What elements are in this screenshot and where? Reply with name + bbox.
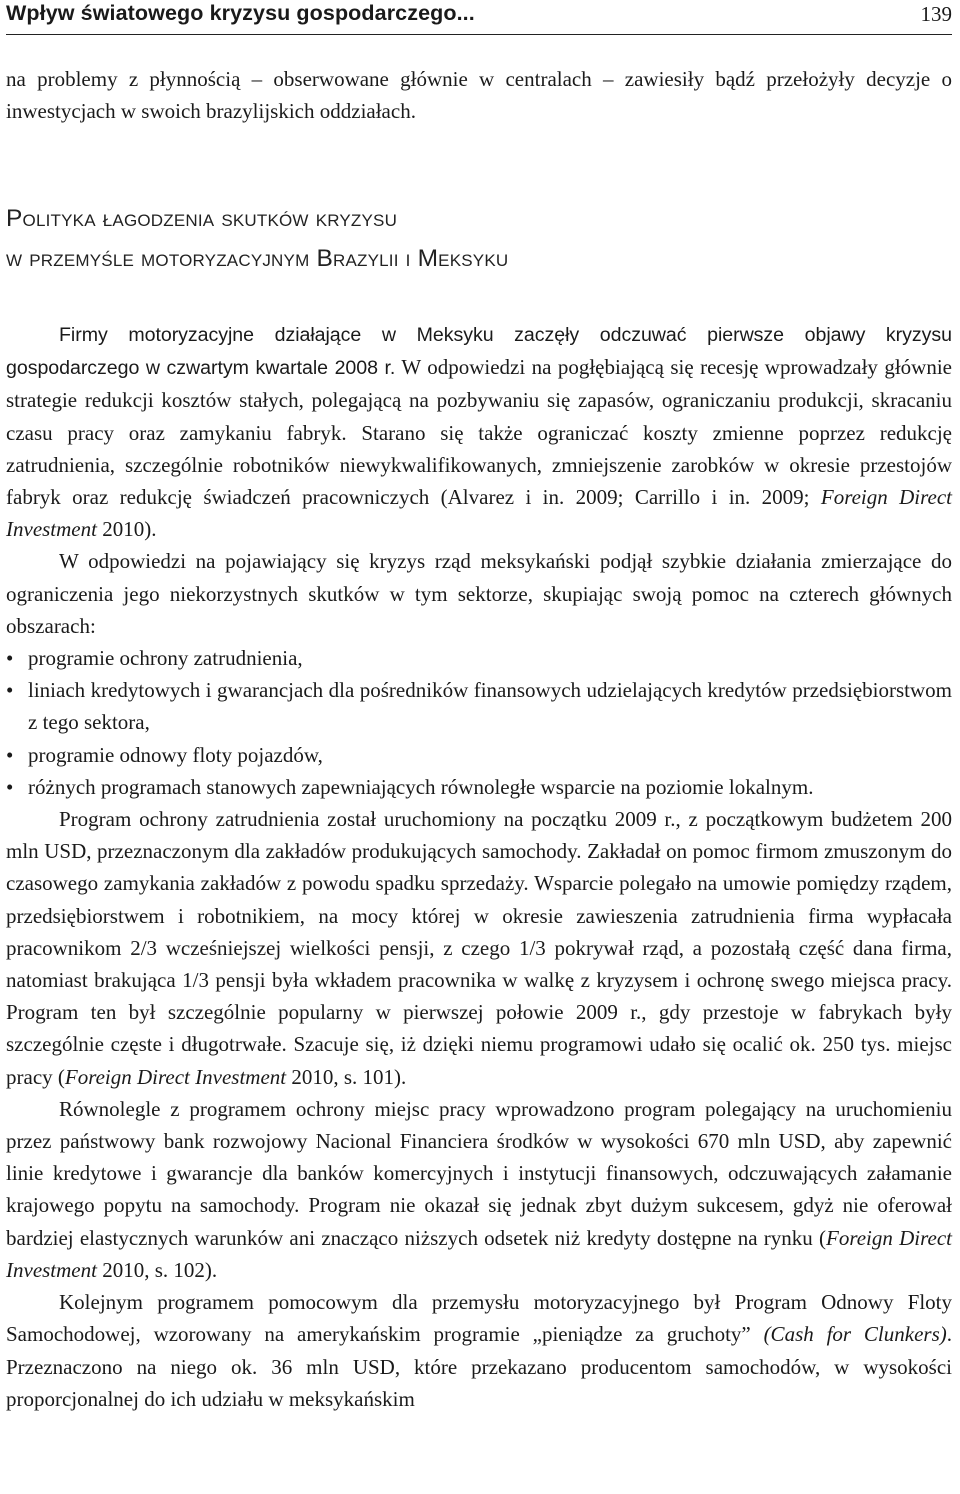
paragraph-4-tail: 2010, s. 102). <box>96 1257 218 1282</box>
paragraph-5-tail: . Przeznaczono na niego ok. 36 mln USD, które przekazano producentom samochodów, w wysokości proporcjonalnej do ich udziału w meksykańskim <box>6 1322 952 1411</box>
citation-italic: Foreign Direct Investment <box>64 1064 287 1089</box>
paragraph-5-text: Kolejnym programem pomocowym dla przemysłu motoryzacyjnego był Program Odnowy Floty Samochodowej, wzorowany na amerykańskim programie „pieniądze za gruchoty” <box>6 1290 952 1347</box>
paragraph-1-text: W odpowiedzi na pogłębiającą się recesję wprowadzały głównie strategie redukcji kosztów stałych, polegającą na pozbywaniu się zapasów, ograniczaniu produkcji, skracaniu czasu pracy oraz zamykaniu fabryk. Starano się także ograniczać koszty zmienne poprzez redukcję zatrudnienia, szczególnie robotników niewykwalifikowanych, zmniejszenie zarobków w okresie przestojów fabryk oraz redukcję świadczeń pracowniczych (Alvarez i in. 2009; Carrillo i in. 2009; <box>6 355 952 510</box>
bullet-text: różnych programach stanowych zapewniających równoległe wsparcie na poziomie lokalnym. <box>28 774 814 799</box>
page-number: 139 <box>920 2 952 26</box>
section-heading-line-1: Polityka łagodzenia skutków kryzysu <box>6 205 398 232</box>
paragraph-5 <box>6 1286 952 1415</box>
bullet-icon: • <box>6 742 14 767</box>
paragraph-1-sans-lead: Firmy motoryzacyjne działające w Meksyku zaczęły odczuwać pierwsze objawy kryzysu gospodarczego w czwartym kwartale 2008 r. <box>6 324 952 380</box>
paragraph-continued: na problemy z płynnością – obserwowane głównie w centralach – zawiesiły bądź przełożyły decyzje o inwestycjach w swoich brazylijskich oddziałach. <box>6 67 952 124</box>
bullet-icon: • <box>6 646 14 671</box>
bullet-list <box>6 642 952 803</box>
paragraph-1 <box>6 318 952 545</box>
program-name-italic: (Cash for Clunkers) <box>763 1322 947 1347</box>
bullet-icon: • <box>6 774 14 799</box>
bullet-item <box>6 739 952 771</box>
running-title: Wpływ światowego kryzysu gospodarczego... <box>6 1 475 25</box>
bullet-item <box>6 674 952 738</box>
bullet-item <box>6 642 952 674</box>
paragraph-3-tail: 2010, s. 101). <box>286 1064 407 1089</box>
bullet-item <box>6 771 952 803</box>
paragraph-3-text: Program ochrony zatrudnienia został uruchomiony na początku 2009 r., z początkowym budżetem 200 mln USD, przeznaczonym dla zakładów produkujących samochody. Zakładał on pomoc firmom zmuszonym do czasowego zamykania zakładów z powodu spadku sprzedaży. Wsparcie polegało na umowie pomiędzy rządem, przedsiębiorstwem i robotnikiem, na mocy której w okresie zawieszenia zatrudnienia firma wypłacała pracownikom 2/3 wcześniejszej wielkości pensji, z czego 1/3 pokrywał rząd, a pozostałą część dana firma, natomiast brakująca 1/3 pensji była wkładem pracownika w walkę z kryzysem i ochronę swego miejsca pracy. Program ten był szczególnie popularny w pierwszej połowie 2009 r., gdy przestoje w fabrykach były szczególnie częste i długotrwałe. Szacuje się, iż dzięki niemu programowi udało się ocalić ok. 250 tys. miejsc pracy ( <box>6 807 952 1089</box>
paragraph-4-text: Równolegle z programem ochrony miejsc pracy wprowadzono program polegający na uruchomieniu przez państwowy bank rozwojowy Nacional Financiera środków w wysokości 670 mln USD, aby zapewnić linie kredytowe i gwarancje dla banków komercyjnych i instytucji finansowych, odczuwających załamanie krajowego popytu na samochody. Program nie okazał się jednak zbyt dużym sukcesem, gdyż nie oferował bardziej elastycznych warunków ani znacząco niższych odsetek niż kredyty dostępne na rynku ( <box>6 1096 952 1250</box>
body-text <box>6 318 952 1415</box>
section-heading-line-2: w przemyśle motoryzacyjnym Brazylii i Meksyku <box>6 245 509 272</box>
paragraph-3 <box>6 803 952 1093</box>
bullet-text: programie odnowy floty pojazdów, <box>28 742 323 767</box>
running-head <box>6 0 952 35</box>
bullet-text: liniach kredytowych i gwarancjach dla pośredników finansowych udzielających kredytów przedsiębiorstwom z tego sektora, <box>28 678 952 735</box>
bullet-icon: • <box>6 678 14 703</box>
paragraph-1-tail: 2010). <box>96 517 157 542</box>
paragraph-2: W odpowiedzi na pojawiający się kryzys rząd meksykański podjął szybkie działania zmierzające do ograniczenia jego niekorzystnych skutków w tym sektorze, skupiając swoją pomoc na czterech głównych obszarach: <box>6 549 952 638</box>
section-heading <box>6 199 952 279</box>
paragraph-4 <box>6 1093 952 1286</box>
citation-italic: Foreign Direct Investment <box>6 485 952 542</box>
citation-italic: Foreign Direct Investment <box>6 1225 952 1282</box>
bullet-text: programie ochrony zatrudnienia, <box>28 646 303 671</box>
